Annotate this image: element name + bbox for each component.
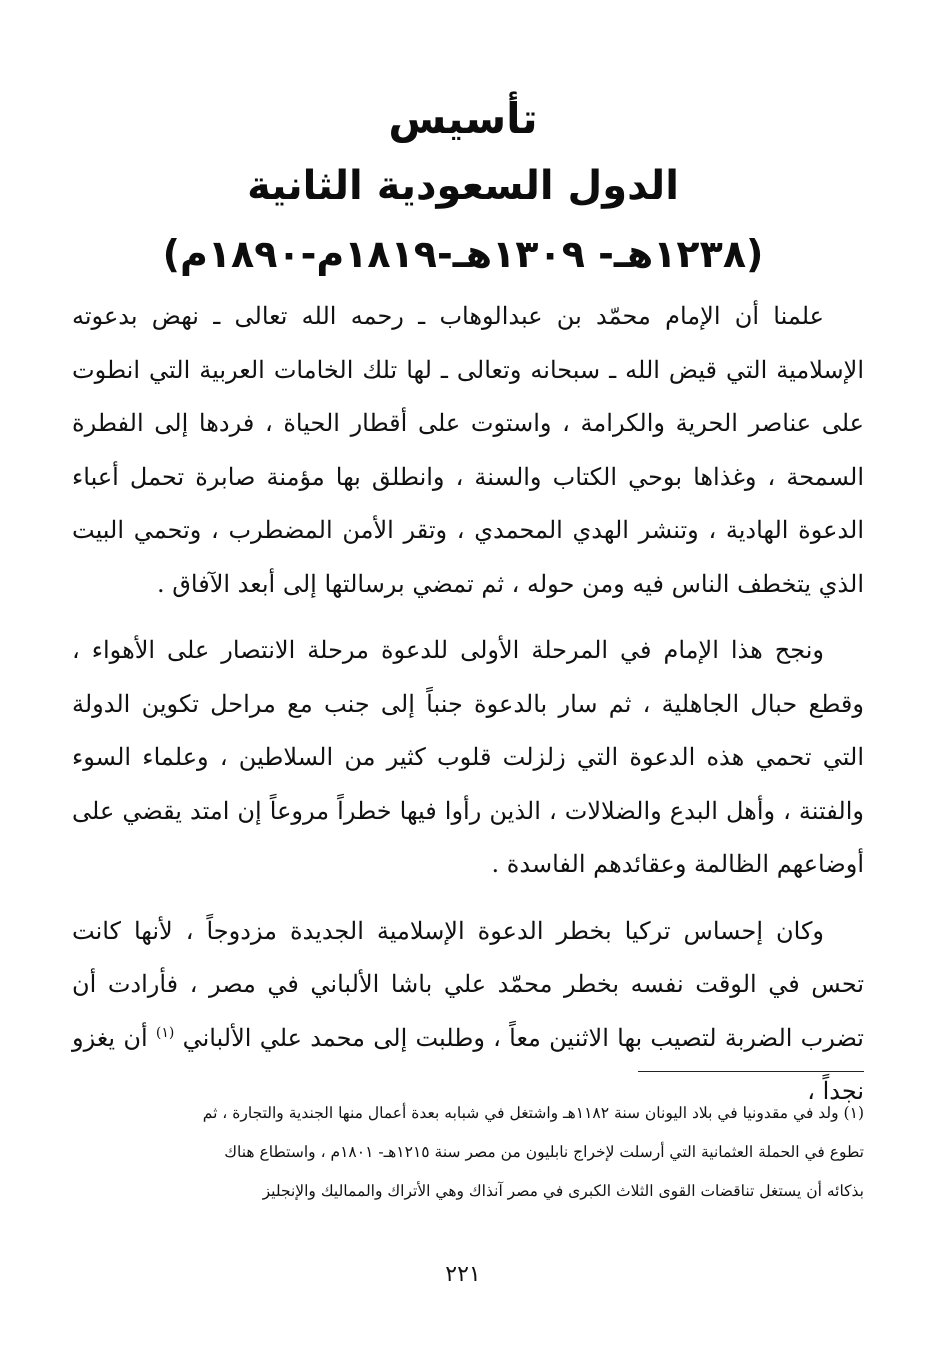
title-line-2: الدول السعودية الثانية <box>247 163 679 209</box>
paragraph-3 <box>72 905 864 1119</box>
footnote <box>68 1094 864 1211</box>
body-text <box>72 290 864 1132</box>
paragraph-3-text-end: أن يغزو نجداً ، <box>72 1023 864 1105</box>
footnote-line-3: بذكائه أن يستغل تناقضات القوى الثلاث الكبرى في مصر آنذاك وهي الأتراك والمماليك والإنجليز <box>262 1182 864 1200</box>
title-line-1: تأسيس <box>388 94 538 143</box>
footnote-reference[interactable]: (١) <box>155 1024 175 1041</box>
page-number: ٢٢١ <box>445 1262 481 1287</box>
title-date-range: (١٢٣٨هـ- ١٣٠٩هـ-١٨١٩م-١٨٩٠م) <box>162 232 764 276</box>
paragraph-2: ونجح هذا الإمام في المرحلة الأولى للدعوة مرحلة الانتصار على الأهواء ، وقطع حبال الجاهلية ، ثم سار بالدعوة جنباً إلى جنب مع مراحل تكوين الدولة التي تحمي هذه الدعوة التي زلزلت قلوب كثير من السلاطين ، وعلماء السوء والفتنة ، وأهل البدع والضلالات ، الذين رأوا فيها خطراً مروعاً إن امتد يقضي على أوضاعهم الظالمة وعقائدهم الفاسدة . <box>72 636 864 878</box>
footnote-line-1: (١) ولد في مقدونيا في بلاد اليونان سنة ١١٨٢هـ واشتغل في شبابه بعدة أعمال منها الجندية والتجارة ، ثم <box>202 1104 864 1122</box>
paragraph-1: علمنا أن الإمام محمّد بن عبدالوهاب ـ رحمه الله تعالى ـ نهض بدعوته الإسلامية التي قيض الله ـ سبحانه وتعالى ـ لها تلك الخامات العربية التي انطوت على عناصر الحرية والكرامة ، واستوت على أقطار الحياة ، فردها إلى الفطرة السمحة ، وغذاها بوحي الكتاب والسنة ، وانطلق بها مؤمنة صابرة تحمل أعباء الدعوة الهادية ، وتنشر الهدي المحمدي ، وتقر الأمن المضطرب ، وتحمي البيت الذي يتخطف الناس فيه ومن حوله ، ثم تمضي برسالتها إلى أبعد الآفاق . <box>72 302 864 598</box>
footnote-line-2: تطوع في الحملة العثمانية التي أرسلت لإخراج نابليون من مصر سنة ١٢١٥هـ- ١٨٠١م ، واستطاع هناك <box>224 1143 864 1161</box>
chapter-title <box>0 88 926 286</box>
paragraph-3-text-start: وكان إحساس تركيا بخطر الدعوة الإسلامية الجديدة مزدوجاً ، لأنها كانت تحس في الوقت نفسه بخطر محمّد علي باشا الألباني في مصر ، فأرادت أن تضرب الضربة لتصيب بها الاثنين معاً ، وطلبت إلى محمد علي الألباني <box>72 916 864 1052</box>
footnote-separator <box>638 1071 864 1072</box>
